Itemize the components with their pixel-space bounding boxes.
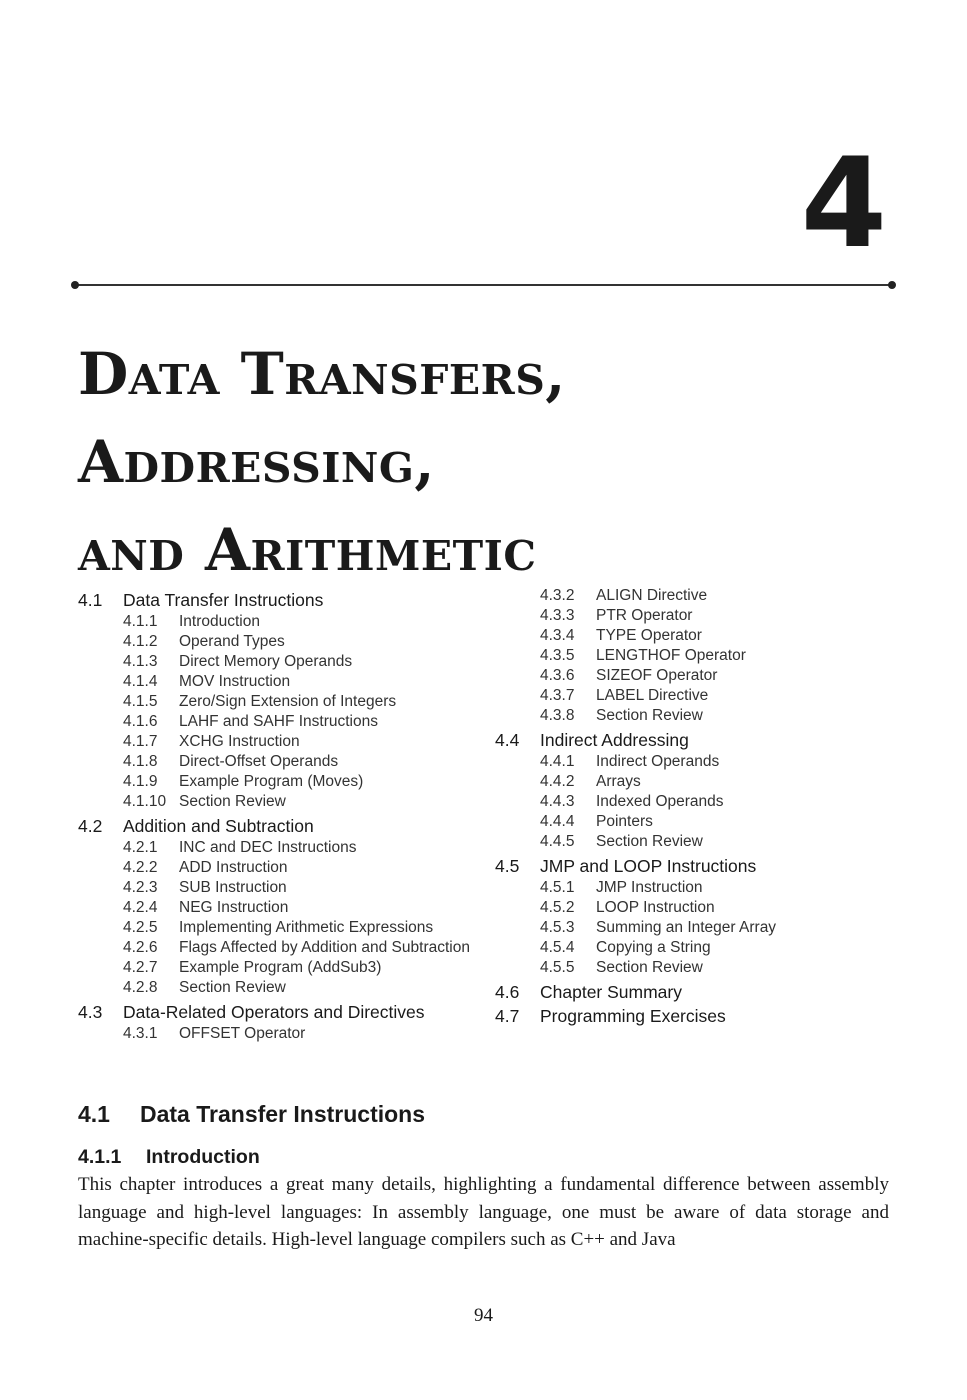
toc-entry-label: LOOP Instruction [596, 899, 715, 916]
toc-subsection-entry [78, 652, 478, 672]
toc-subsection-entry [78, 692, 478, 712]
toc-entry-label: Section Review [596, 833, 703, 850]
toc-entry-label: ALIGN Directive [596, 587, 708, 604]
section-title: Data Transfer Instructions [140, 1101, 426, 1127]
toc-entry-label: PTR Operator [596, 607, 693, 624]
toc-entry-label: LAHF and SAHF Instructions [179, 713, 378, 730]
toc-section-entry [78, 816, 478, 836]
toc-subsection-entry [495, 686, 895, 706]
toc-entry-label: JMP and LOOP Instructions [540, 856, 757, 876]
toc-entry-label: JMP Instruction [596, 879, 703, 896]
toc-entry-label: LABEL Directive [596, 687, 709, 704]
toc-entry-label: Indirect Addressing [540, 730, 689, 750]
toc-subsection-entry [78, 1024, 478, 1044]
toc-subsection-entry [78, 792, 478, 812]
toc-entry-label: Example Program (Moves) [179, 773, 364, 790]
toc-subsection-entry [495, 706, 895, 726]
toc-entry-number: 4.6 [495, 982, 520, 1002]
toc-subsection-entry [495, 666, 895, 686]
toc-entry-label: SIZEOF Operator [596, 667, 718, 684]
toc-subsection-entry [78, 752, 478, 772]
toc-entry-label: Direct Memory Operands [179, 653, 353, 670]
toc-entry-number: 4.3 [78, 1002, 103, 1022]
toc-entry-number: 4.5 [495, 856, 520, 876]
page-number: 94 [474, 1305, 493, 1326]
toc-entry-label: Section Review [179, 979, 286, 996]
toc-entry-number: 4.2.1 [123, 839, 158, 856]
toc-subsection-entry [495, 918, 895, 938]
toc-entry-label: Arrays [596, 773, 641, 790]
toc-entry-number: 4.2.6 [123, 939, 158, 956]
toc-entry-number: 4.4.4 [540, 813, 575, 830]
toc-section-entry [78, 1002, 478, 1022]
toc-entry-label: LENGTHOF Operator [596, 647, 746, 664]
toc-section-entry [495, 730, 895, 750]
toc-subsection-entry [78, 978, 478, 998]
toc-subsection-entry [78, 898, 478, 918]
toc-entry-number: 4.1 [78, 590, 103, 610]
toc-subsection-entry [495, 938, 895, 958]
toc-subsection-entry [495, 752, 895, 772]
toc-subsection-entry [495, 792, 895, 812]
toc-subsection-entry [78, 838, 478, 858]
toc-subsection-entry [495, 878, 895, 898]
toc-entry-label: Pointers [596, 813, 653, 830]
chapter-rule [75, 284, 892, 286]
chapter-title [78, 330, 898, 594]
toc-subsection-entry [495, 586, 895, 606]
toc-entry-label: Flags Affected by Addition and Subtraction [179, 939, 470, 956]
toc-right-column [495, 586, 895, 1028]
toc-entry-number: 4.3.1 [123, 1025, 158, 1042]
chapter-title-line2: and Arithmetic [78, 516, 537, 584]
toc-entry-label: Zero/Sign Extension of Integers [179, 693, 397, 710]
toc-entry-number: 4.5.2 [540, 899, 575, 916]
toc-section-entry [495, 982, 895, 1002]
toc-entry-label: MOV Instruction [179, 673, 291, 690]
toc-section-entry [495, 856, 895, 876]
toc-entry-label: Data Transfer Instructions [123, 590, 324, 610]
toc-entry-number: 4.3.3 [540, 607, 575, 624]
subsection-number: 4.1.1 [78, 1146, 122, 1168]
toc-subsection-entry [78, 918, 478, 938]
toc-subsection-entry [495, 626, 895, 646]
toc-entry-label: Implementing Arithmetic Expressions [179, 919, 434, 936]
toc-entry-number: 4.3.2 [540, 587, 575, 604]
toc-entry-label: Copying a String [596, 939, 711, 956]
toc-entry-number: 4.1.10 [123, 793, 167, 810]
toc-entry-label: Example Program (AddSub3) [179, 959, 382, 976]
toc-entry-number: 4.2.4 [123, 899, 158, 916]
toc-subsection-entry [78, 632, 478, 652]
toc-entry-number: 4.2.2 [123, 859, 158, 876]
toc-entry-number: 4.3.5 [540, 647, 575, 664]
toc-entry-number: 4.7 [495, 1006, 520, 1026]
toc-entry-label: Section Review [596, 707, 703, 724]
toc-entry-label: XCHG Instruction [179, 733, 300, 750]
toc-subsection-entry [78, 938, 478, 958]
toc-entry-label: SUB Instruction [179, 879, 287, 896]
toc-subsection-entry [78, 858, 478, 878]
toc-entry-label: Summing an Integer Array [596, 919, 777, 936]
toc-entry-number: 4.3.4 [540, 627, 575, 644]
toc-entry-number: 4.5.4 [540, 939, 575, 956]
toc-entry-number: 4.1.9 [123, 773, 158, 790]
toc-entry-label: INC and DEC Instructions [179, 839, 357, 856]
toc-entry-label: Direct-Offset Operands [179, 753, 339, 770]
toc-entry-label: Programming Exercises [540, 1006, 726, 1026]
toc-subsection-entry [495, 812, 895, 832]
toc-entry-number: 4.3.8 [540, 707, 575, 724]
toc-subsection-entry [495, 606, 895, 626]
toc-left-column [78, 586, 478, 1044]
toc-subsection-entry [78, 732, 478, 752]
toc-entry-label: Addition and Subtraction [123, 816, 314, 836]
toc-entry-number: 4.2.7 [123, 959, 158, 976]
toc-entry-number: 4.4.2 [540, 773, 575, 790]
toc-subsection-entry [78, 878, 478, 898]
toc-entry-label: Introduction [179, 613, 260, 630]
toc-entry-label: OFFSET Operator [179, 1025, 306, 1042]
toc-section-entry [495, 1006, 895, 1026]
toc-entry-label: Chapter Summary [540, 982, 682, 1002]
chapter-number: 4 [800, 132, 887, 276]
toc-entry-number: 4.1.6 [123, 713, 158, 730]
toc-entry-number: 4.2.5 [123, 919, 158, 936]
toc-subsection-entry [78, 672, 478, 692]
toc-entry-label: Section Review [179, 793, 286, 810]
toc-entry-label: Section Review [596, 959, 703, 976]
toc-subsection-entry [495, 646, 895, 666]
rule-left-dot [71, 281, 79, 289]
toc-entry-number: 4.4 [495, 730, 520, 750]
toc-entry-number: 4.1.4 [123, 673, 158, 690]
toc-entry-label: Indirect Operands [596, 753, 720, 770]
toc-entry-label: Indexed Operands [596, 793, 724, 810]
toc-subsection-entry [495, 832, 895, 852]
subsection-heading [78, 1146, 260, 1169]
toc-entry-number: 4.2 [78, 816, 103, 836]
toc-entry-number: 4.5.1 [540, 879, 575, 896]
toc-entry-label: TYPE Operator [596, 627, 702, 644]
rule-right-dot [888, 281, 896, 289]
toc-entry-number: 4.2.8 [123, 979, 158, 996]
toc-subsection-entry [495, 958, 895, 978]
toc-subsection-entry [495, 898, 895, 918]
toc-entry-number: 4.1.7 [123, 733, 158, 750]
toc-subsection-entry [495, 772, 895, 792]
toc-subsection-entry [78, 612, 478, 632]
section-number: 4.1 [78, 1101, 110, 1127]
toc-entry-label: NEG Instruction [179, 899, 289, 916]
toc-entry-number: 4.3.6 [540, 667, 575, 684]
toc-entry-number: 4.5.3 [540, 919, 575, 936]
toc-section-entry [78, 590, 478, 610]
toc-entry-number: 4.1.5 [123, 693, 158, 710]
toc-entry-number: 4.4.3 [540, 793, 575, 810]
subsection-title: Introduction [146, 1146, 260, 1168]
body-paragraph: This chapter introduces a great many details, highlighting a fundamental difference between assembly language and high-level languages: In assembly language, one must be aware of data storage and machine-specific details. High-level language compilers such as C++ and Java [78, 1174, 889, 1250]
toc-entry-number: 4.4.5 [540, 833, 575, 850]
chapter-title-line1: Data Transfers, Addressing, [78, 340, 566, 496]
toc-entry-number: 4.3.7 [540, 687, 575, 704]
toc-entry-number: 4.1.1 [123, 613, 158, 630]
toc-entry-number: 4.1.3 [123, 653, 158, 670]
section-heading [78, 1101, 425, 1128]
toc-entry-label: Data-Related Operators and Directives [123, 1002, 425, 1022]
toc-entry-number: 4.1.2 [123, 633, 158, 650]
toc-entry-number: 4.5.5 [540, 959, 575, 976]
toc-entry-number: 4.4.1 [540, 753, 575, 770]
toc-entry-label: Operand Types [179, 633, 285, 650]
toc-subsection-entry [78, 958, 478, 978]
toc-entry-number: 4.2.3 [123, 879, 158, 896]
toc-subsection-entry [78, 772, 478, 792]
toc-subsection-entry [78, 712, 478, 732]
toc-entry-label: ADD Instruction [179, 859, 288, 876]
toc-entry-number: 4.1.8 [123, 753, 158, 770]
